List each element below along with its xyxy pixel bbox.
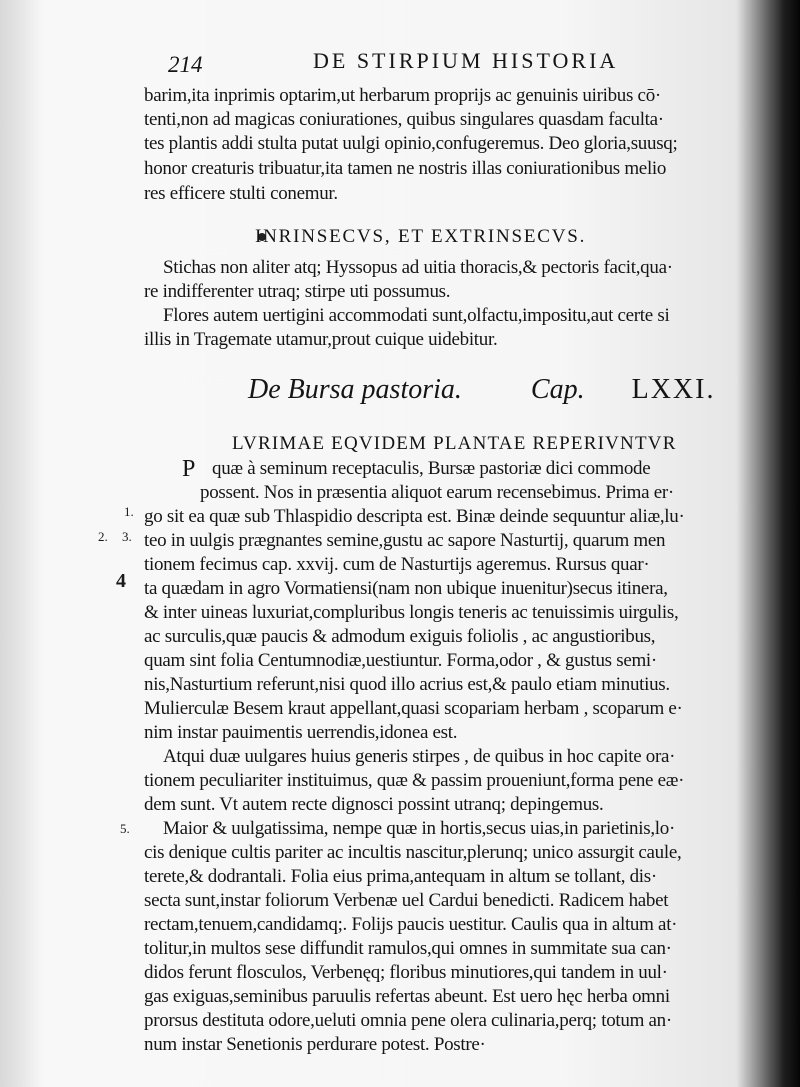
chapter-opening-caps: LVRIMAE EQVIDEM PLANTAE REPERIVNTVR	[232, 433, 677, 454]
text-line: Stichas non aliter atq; Hyssopus ad uitia thoracis,& pectoris facit,qua·	[163, 257, 673, 278]
text-line: tenti,non ad magicas coniurationes, quibus singulares quasdam faculta·	[144, 109, 664, 130]
text-line: Maior & uulgatissima, nempe quæ in hortis,secus uias,in parietinis,lo·	[163, 818, 675, 839]
text-line: nis,Nasturtium referunt,nisi quod illo acrius est,& paulo etiam minutius.	[144, 674, 670, 695]
text-line: Flores autem uertigini accommodati sunt,olfactu,impositu,aut certe si	[163, 305, 670, 326]
text-line: honor creaturis tribuatur,ita tamen ne nostris illas coniurationibus melio	[144, 158, 667, 179]
text-line: res efficere stulti conemur.	[144, 183, 338, 204]
text-line: quæ à seminum receptaculis, Bursæ pastoriæ dici commode	[212, 458, 651, 479]
text-line: num instar Senetionis perdurare potest. Postre·	[144, 1034, 486, 1055]
text-line: gas exiguas,seminibus paruulis refertas abeunt. Est uero hęc herba omni	[144, 986, 670, 1007]
text-line: tes plantis addi stulta putat uulgi opinio,confugeremus. Deo gloria,suusq;	[144, 133, 678, 154]
page-gutter-shadow	[0, 0, 42, 1087]
text-line: barim,ita inprimis optarim,ut herbarum proprijs ac genuinis uiribus cō·	[144, 85, 661, 106]
text-line: dem sunt. Vt autem recte dignosci possint utranq; depingemus.	[144, 794, 604, 815]
drop-cap: P	[182, 456, 196, 482]
text-line: possent. Nos in præsentia aliquot earum recensebimus. Prima er·	[200, 482, 674, 503]
section-heading: INRINSECVS, ET EXTRINSECVS.	[255, 226, 587, 247]
text-line: & inter uineas luxuriat,compluribus longis teneris ac tenuissimis uirgulis,	[144, 602, 679, 623]
text-line: re indifferenter utraq; stirpe uti possumus.	[144, 281, 451, 302]
text-line: tionem peculiariter instituimus, quæ & passim proueniunt,forma pene eæ·	[144, 770, 685, 791]
text-line: illis in Tragemate utamur,prout cuique uidebitur.	[144, 329, 498, 350]
text-line: cis denique cultis pariter ac incultis nascitur,plerunq; unico assurgit caule,	[144, 842, 682, 863]
text-line: rectam,tenuem,candidamq;. Folijs paucis uestitur. Caulis qua in altum at·	[144, 914, 678, 935]
text-line: tolitur,in multos sese diffundit ramulos,qui omnes in summitate sua can·	[144, 938, 672, 959]
chapter-heading	[248, 368, 715, 412]
page-header	[168, 48, 648, 78]
chapter-title: De Bursa pastoria.	[248, 374, 462, 405]
text-line: prorsus destituta odore,ueluti omnia pene olera culinaria,perq; totum an·	[144, 1010, 672, 1031]
text-line: go sit ea quæ sub Thlaspidio descripta est. Binæ deinde sequuntur aliæ,lu·	[144, 506, 685, 527]
text-line: teo in uulgis prægnantes semine,gustu ac sapore Nasturtij, quarum men	[144, 530, 666, 551]
marginal-note: 4	[116, 570, 126, 592]
text-line: tionem fecimus cap. xxvij. cum de Nasturtijs ageremus. Rursus quar·	[144, 554, 650, 575]
marginal-note: 5.	[120, 821, 130, 836]
text-line: didos ferunt flosculos, Verbenęq; floribus minutiores,qui tandem in uul·	[144, 962, 668, 983]
marginal-note: 3.	[122, 529, 132, 544]
chapter-cap-label: Cap.	[530, 374, 585, 405]
marginal-note: 1.	[124, 504, 134, 519]
chapter-number: LXXI.	[631, 374, 716, 405]
text-line: quam sint folia Centumnodiæ,uestiuntur. Forma,odor , & gustus semi·	[144, 650, 657, 671]
page-number: 214	[168, 52, 203, 77]
text-line: Mulierculæ Besem kraut appellant,quasi scopariam herbam , scoparum e·	[144, 698, 683, 719]
text-line: ta quædam in agro Vormatiensi(nam non ubique inuenitur)secus itinera,	[144, 578, 668, 599]
text-line: nim instar pauimentis uerrendis,idonea est.	[144, 722, 458, 743]
marginal-note: 2.	[98, 529, 108, 544]
text-line: ac surculis,quæ paucis & admodum exiguis foliolis , ac angustioribus,	[144, 626, 656, 647]
text-line: secta sunt,instar foliorum Verbenæ uel Cardui benedicti. Radicem habet	[144, 890, 669, 911]
text-line: Atqui duæ uulgares huius generis stirpes , de quibus in hoc capite ora·	[163, 746, 676, 767]
running-title: DE STIRPIUM HISTORIA	[313, 48, 619, 73]
text-line: terete,& dodrantali. Folia eius prima,antequam in altum se tollant, dis·	[144, 866, 657, 887]
